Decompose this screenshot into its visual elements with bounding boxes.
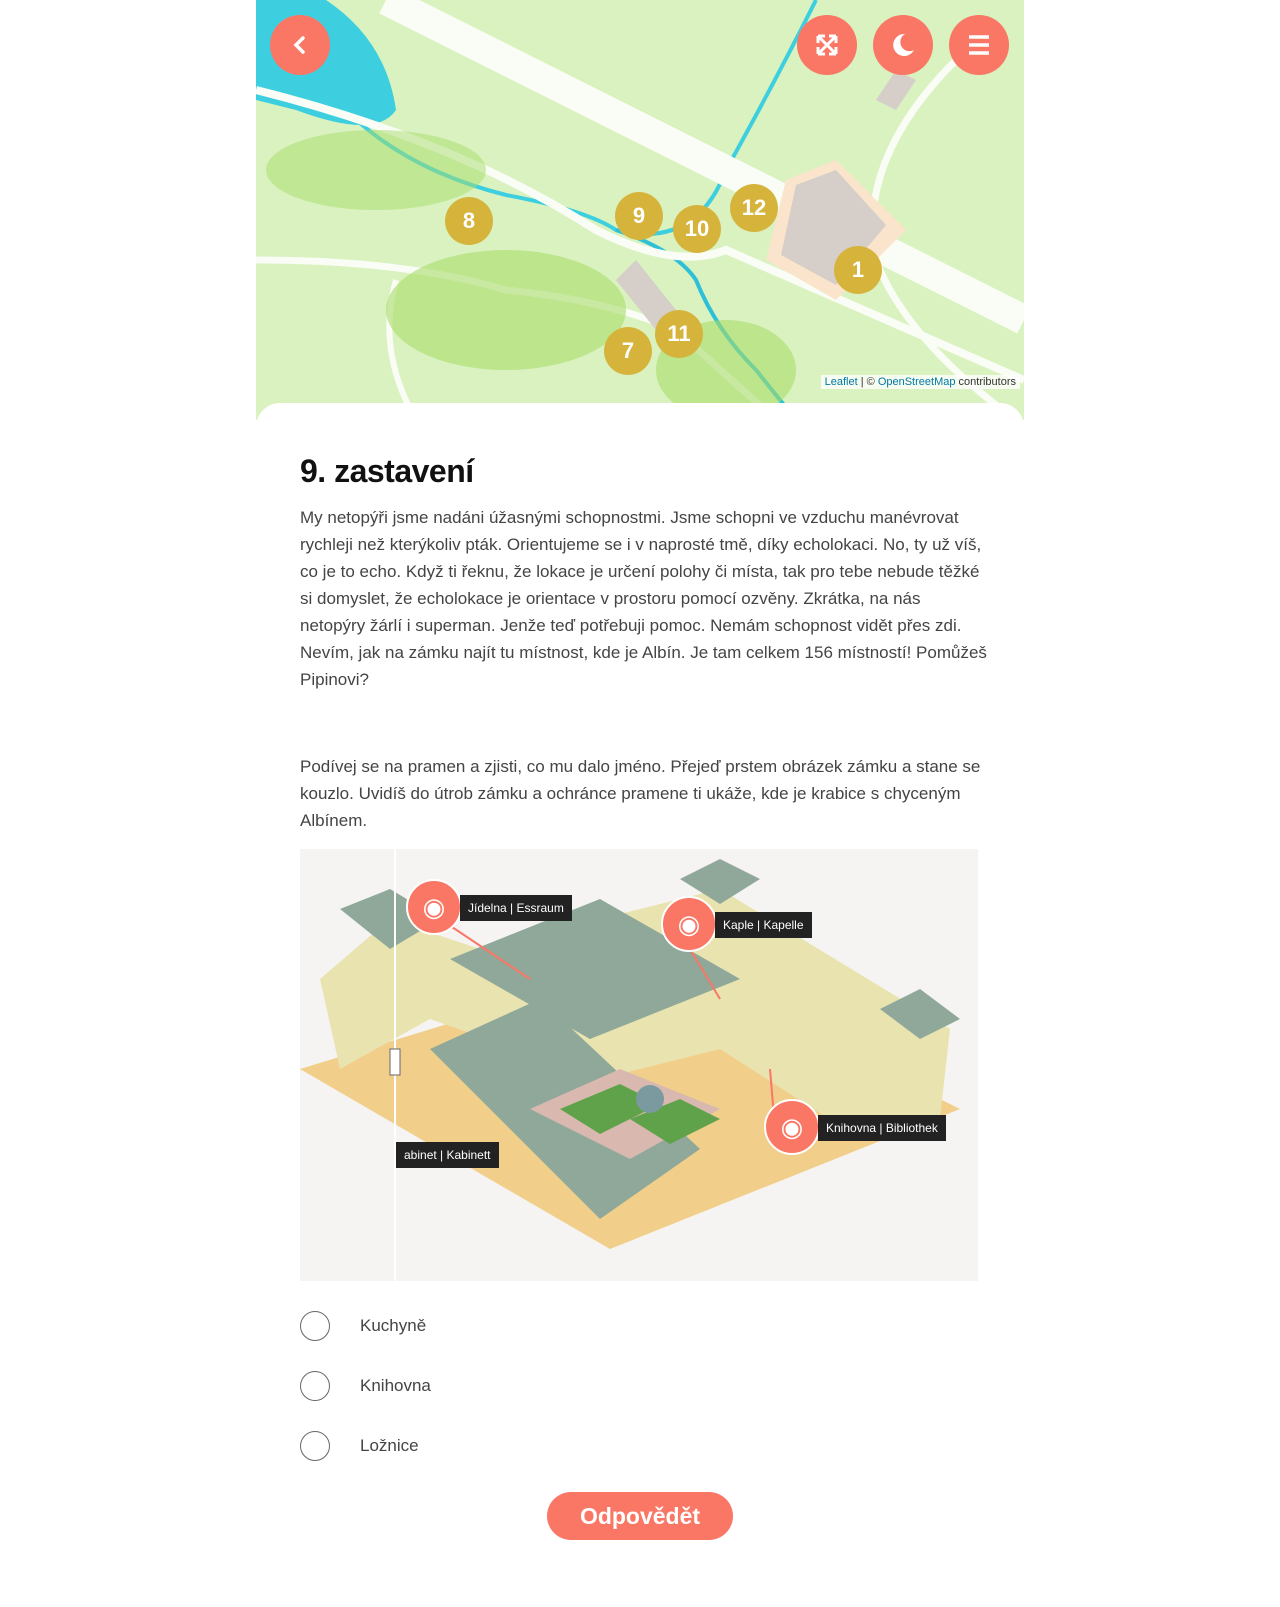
elephant-icon[interactable]: ◉ (661, 896, 717, 952)
map-marker-9[interactable]: 9 (615, 192, 663, 240)
submit-answer-button[interactable]: Odpovědět (547, 1492, 733, 1540)
expand-icon (815, 33, 839, 57)
attribution-suffix: contributors (955, 376, 1016, 388)
map-marker-10[interactable]: 10 (673, 205, 721, 253)
option-label: Ložnice (360, 1436, 419, 1455)
stop-card (256, 403, 1024, 1607)
map-marker-1[interactable]: 1 (834, 246, 882, 294)
radio-button[interactable] (300, 1371, 330, 1401)
answer-option-loznice[interactable] (300, 1431, 419, 1461)
answer-option-kuchyne[interactable] (300, 1311, 426, 1341)
menu-icon (967, 34, 991, 56)
moon-icon (890, 32, 916, 58)
castle-label-library: Knihovna | Bibliothek (818, 1115, 946, 1141)
menu-button[interactable] (949, 15, 1009, 75)
page-title: 9. zastavení (300, 453, 474, 489)
map-marker-11[interactable]: 11 (655, 310, 703, 358)
answer-option-knihovna[interactable] (300, 1371, 431, 1401)
stop-task: Podívej se na pramen a zjisti, co mu dalo jméno. Přejeď prstem obrázek zámku a stane se kouzlo. Uvidíš do útrob zámku a ochránce pramene ti ukáže, kde je krabice s chyceným Albínem. (300, 757, 981, 830)
hippo-icon[interactable]: ◉ (406, 879, 462, 935)
castle-label-dining: Jídelna | Essraum (460, 895, 572, 921)
map-marker-7[interactable]: 7 (604, 327, 652, 375)
osm-link[interactable]: OpenStreetMap (877, 376, 956, 388)
option-label: Knihovna (360, 1376, 431, 1395)
leaflet-link[interactable]: Leaflet (824, 376, 858, 388)
back-button[interactable] (270, 15, 330, 75)
fullscreen-button[interactable] (797, 15, 857, 75)
attribution-separator: | © (857, 376, 878, 388)
option-label: Kuchyně (360, 1316, 427, 1335)
castle-illustration (300, 849, 978, 1281)
map[interactable] (256, 0, 1024, 420)
map-marker-8[interactable]: 8 (445, 197, 493, 245)
radio-button[interactable] (300, 1311, 330, 1341)
map-marker-12[interactable]: 12 (730, 184, 778, 232)
lion-icon[interactable]: ◉ (764, 1099, 820, 1155)
back-icon (289, 34, 311, 56)
castle-label-chapel: Kaple | Kapelle (715, 912, 812, 938)
castle-comparison-slider[interactable] (300, 849, 978, 1281)
map-attribution (821, 375, 1020, 389)
radio-button[interactable] (300, 1431, 330, 1461)
castle-label-cabinet: abinet | Kabinett (396, 1142, 499, 1168)
dark-mode-button[interactable] (873, 15, 933, 75)
stop-story: My netopýři jsme nadáni úžasnými schopnostmi. Jsme schopni ve vzduchu manévrovat rychleji než kterýkoliv pták. Orientujeme se i v naprosté tmě, díky echolokaci. No, ty už víš, co je to echo. Když ti řeknu, že lokace je určení polohy či místa, tak pro tebe nebude těžké si domyslet, že echolokace je orientace v prostoru pomocí ozvěny. Zkrátka, na nás netopýry žárlí i superman. Jenže teď potřebuji pomoc. Nemám schopnost vidět přes zdi. Nevím, jak na zámku najít tu místnost, kde je Albín. Je tam celkem 156 místností! Pomůžeš Pipinovi? (300, 508, 987, 689)
